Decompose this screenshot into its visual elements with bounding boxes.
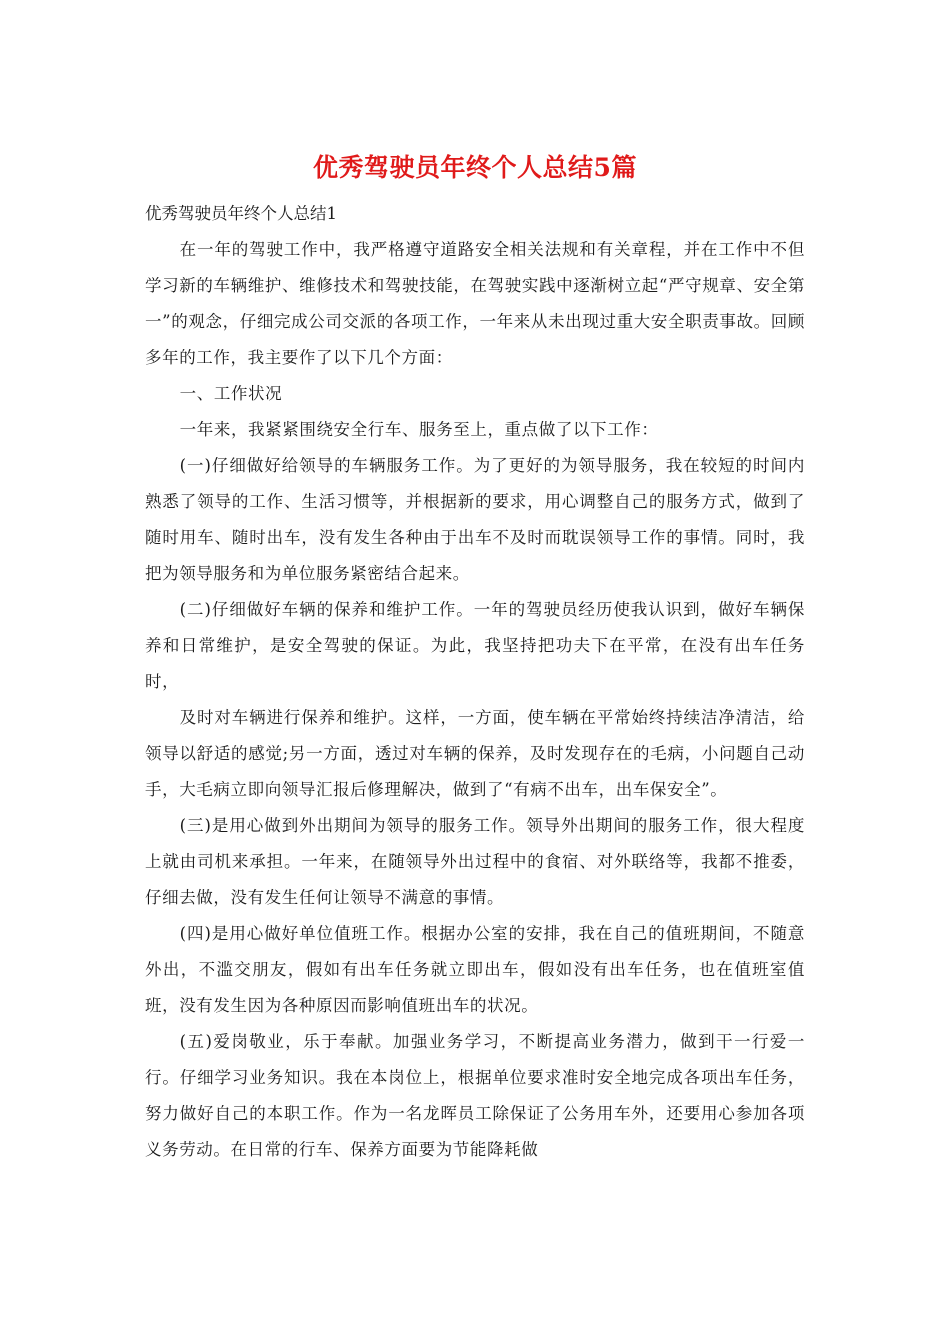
paragraph-item-2: (二)仔细做好车辆的保养和维护工作。一年的驾驶员经历使我认识到，做好车辆保养和日常维护，是安全驾驶的保证。为此，我坚持把功夫下在平常，在没有出车任务时， [145,600,805,691]
paragraph-item-2-continued: 及时对车辆进行保养和维护。这样，一方面，使车辆在平常始终持续洁净清洁，给领导以舒适的感觉;另一方面，透过对车辆的保养，及时发现存在的毛病，小问题自己动手，大毛病立即向领导汇报后修理解决，做到了“有病不出车，出车保安全”。 [145,708,805,799]
document-title: 优秀驾驶员年终个人总结5篇 [313,153,637,182]
paragraph-intro: 在一年的驾驶工作中，我严格遵守道路安全相关法规和有关章程，并在工作中不但学习新的车辆维护、维修技术和驾驶技能，在驾驶实践中逐渐树立起“严守规章、安全第一”的观念，仔细完成公司交派的各项工作，一年来从未出现过重大安全职责事故。回顾多年的工作，我主要作了以下几个方面： [145,240,805,367]
section-subtitle: 优秀驾驶员年终个人总结1 [145,204,337,223]
paragraph-summary: 一年来，我紧紧围绕安全行车、服务至上，重点做了以下工作： [179,420,659,439]
paragraph-item-4: (四)是用心做好单位值班工作。根据办公室的安排，我在自己的值班期间，不随意外出，不滥交朋友，假如有出车任务就立即出车，假如没有出车任务，也在值班室值班，没有发生因为各种原因而影响值班出车的状况。 [145,924,805,1015]
paragraph-item-3: (三)是用心做到外出期间为领导的服务工作。领导外出期间的服务工作，很大程度上就由司机来承担。一年来，在随领导外出过程中的食宿、对外联络等，我都不推委，仔细去做，没有发生任何让领导不满意的事情。 [145,816,805,907]
paragraph-item-1: (一)仔细做好给领导的车辆服务工作。为了更好的为领导服务，我在较短的时间内熟悉了领导的工作、生活习惯等，并根据新的要求，用心调整自己的服务方式，做到了随时用车、随时出车，没有发生各种由于出车不及时而耽误领导工作的事情。同时，我把为领导服务和为单位服务紧密结合起来。 [145,456,805,583]
paragraph-item-5: (五)爱岗敬业，乐于奉献。加强业务学习，不断提高业务潜力，做到干一行爱一行。仔细学习业务知识。我在本岗位上，根据单位要求准时安全地完成各项出车任务，努力做好自己的本职工作。作为一名龙晖员工除保证了公务用车外，还要用心参加各项义务劳动。在日常的行车、保养方面要为节能降耗做 [145,1032,805,1159]
section-heading-work-status: 一、工作状况 [179,384,283,403]
